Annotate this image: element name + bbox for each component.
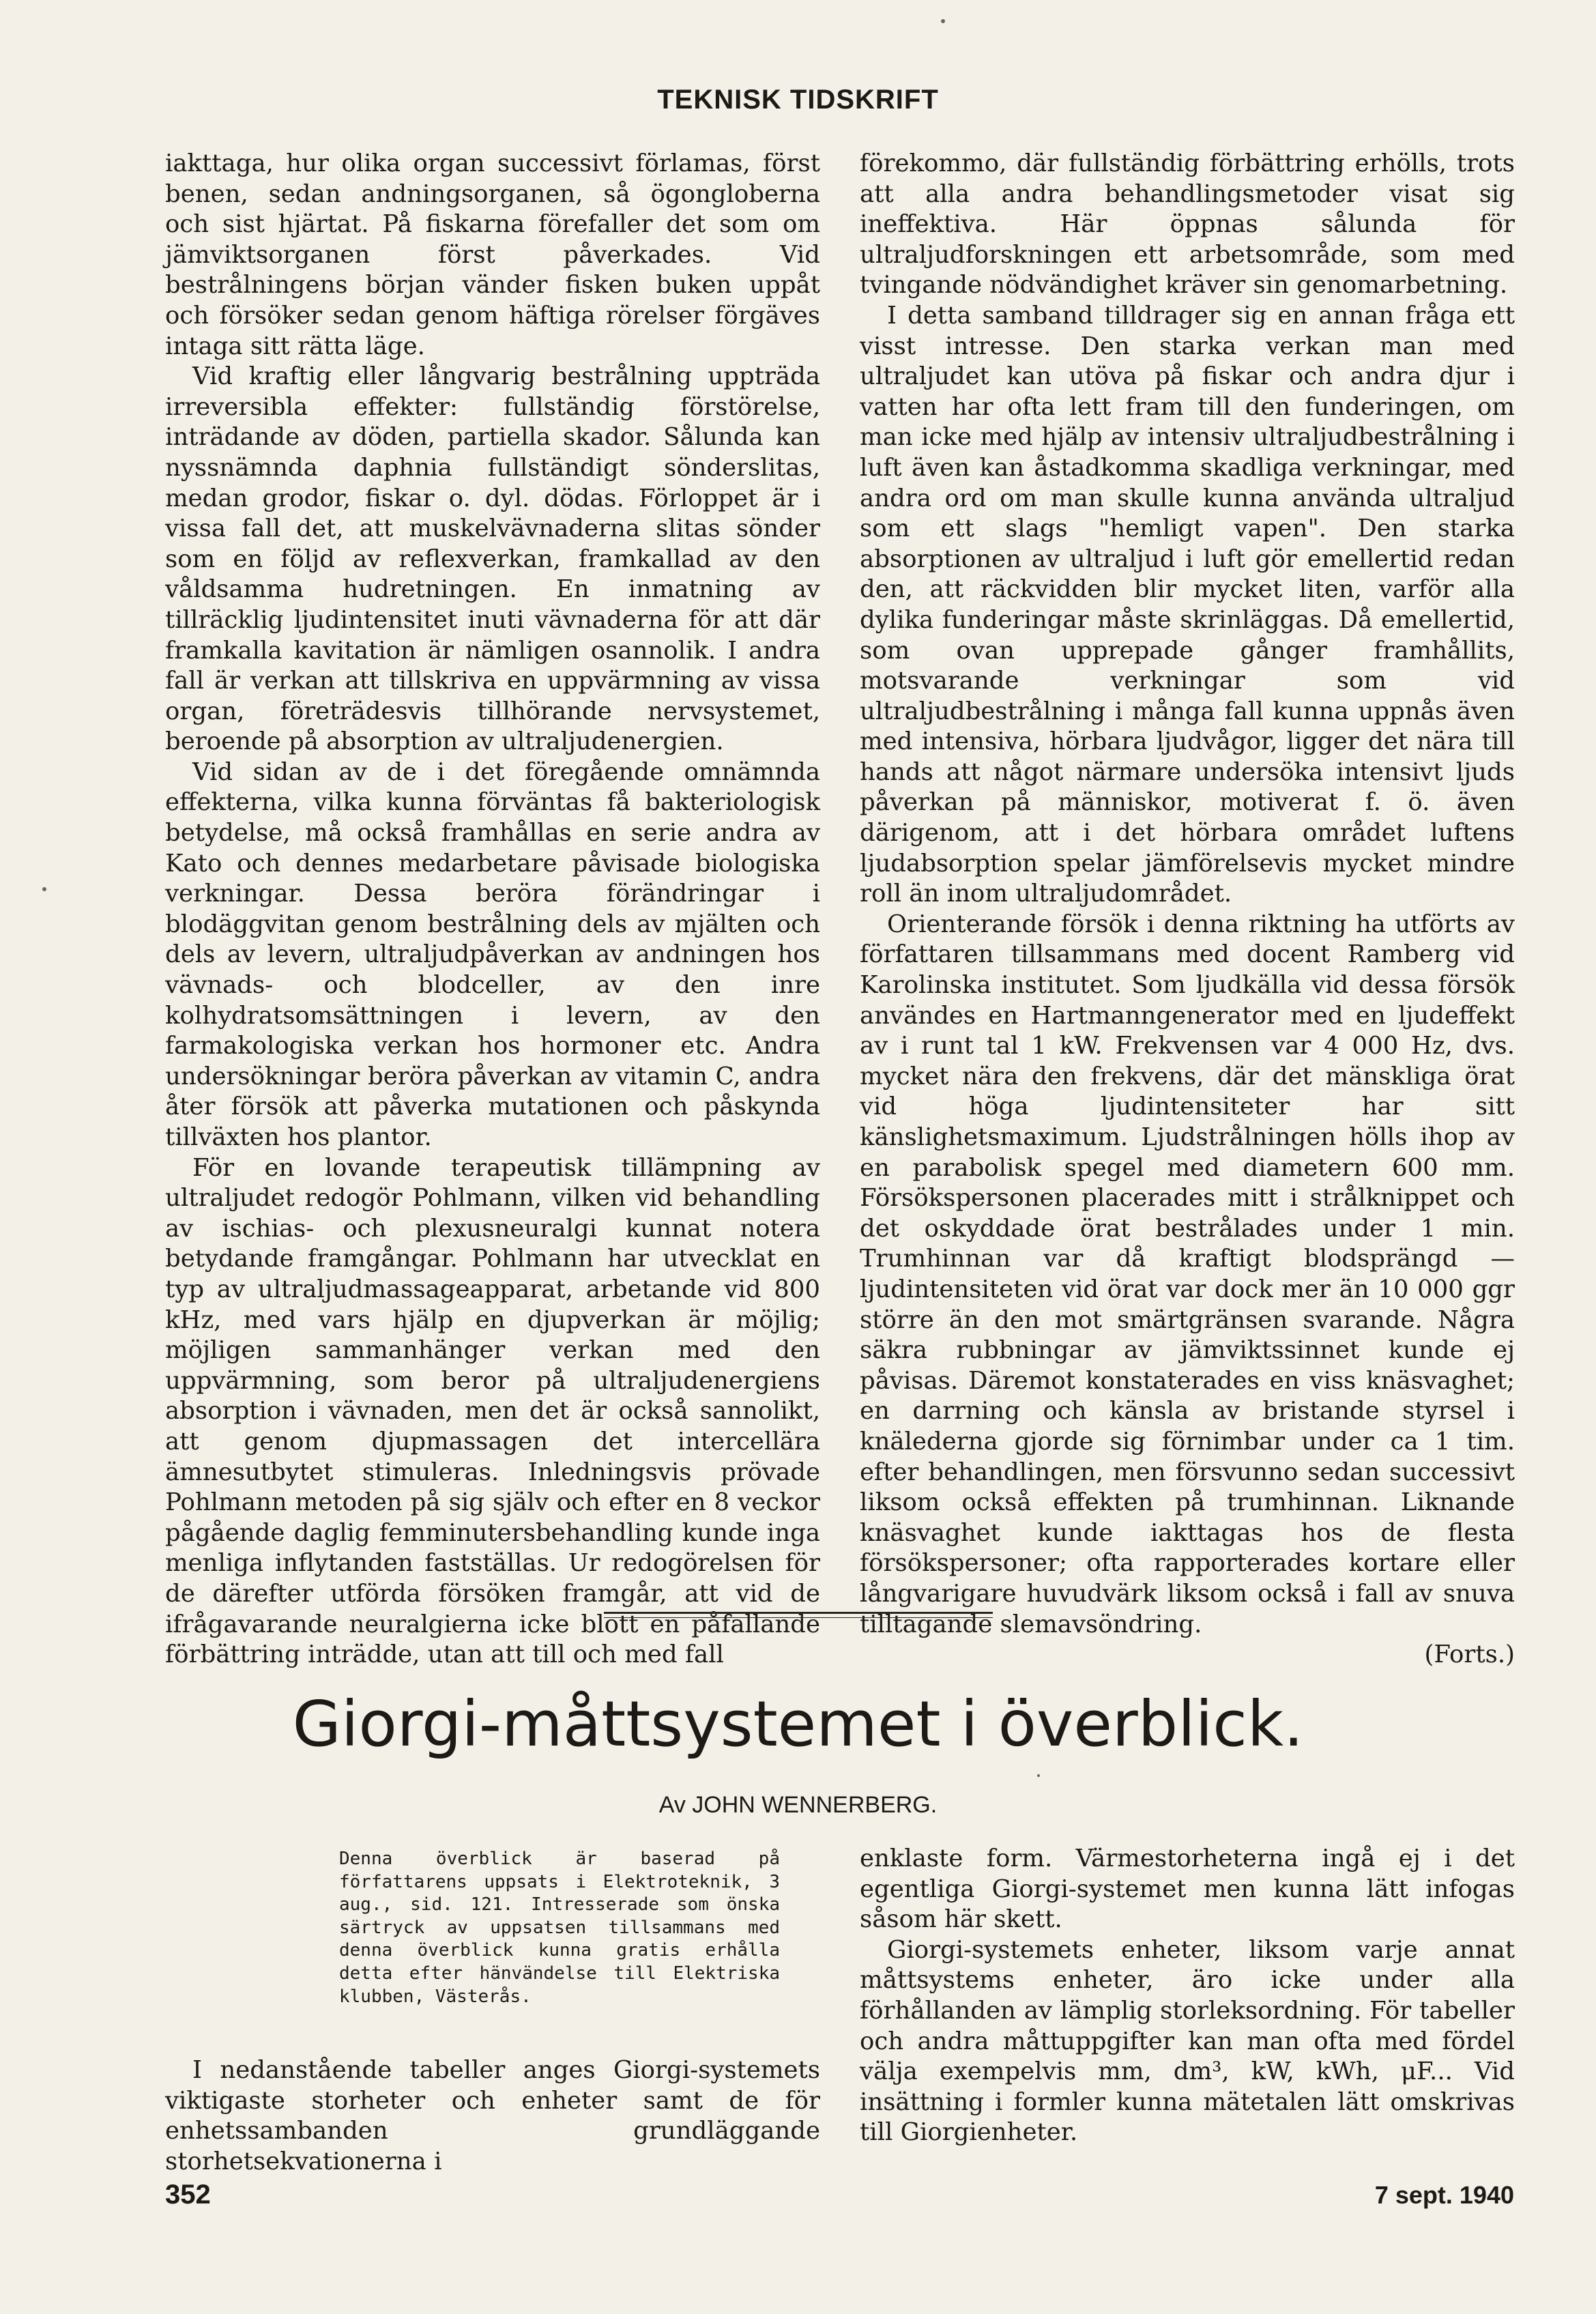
abstract-text: Denna överblick är baserad på författarens uppsats i Elektroteknik, 3 aug., sid. 121. Intresserade som önska särtryck av uppsatsen tillsammans med denna överblick kunna gratis erhålla detta efter hänvändelse till Elektriska klubben, Västerås. (339, 1849, 780, 2007)
article1-right-paragraph: förekommo, där fullständig förbättring erhölls, trots att alla andra behandlingsmetoder visat sig ineffektiva. Här öppnas sålunda för ultraljudforskningen ett arbetsområde, som med tvingande nödvändighet kräver sin genomarbetning. (860, 149, 1515, 300)
article1-right-paragraph: I detta samband tilldrager sig en annan fråga ett visst intresse. Den starka verkan man med ultraljudet kan utöva på fiskar och andra djur i vatten har ofta lett fram till den funderingen, om man icke med hjälp av intensiv ultraljudbestrålning i luft även kan åstadkomma skadliga verkningar, med andra ord om man skulle kunna använda ultraljud som ett slags "hemligt vapen". Den starka absorptionen av ultraljud i luft gör emellertid redan den, att räckvidden blir mycket liten, varför alla dylika funderingar måste skrinläggas. Då emellertid, som ovan upprepade gånger framhållits, motsvarande verkningar som vid ultraljudbestrålning i många fall kunna uppnås även med intensiva, hörbara ljudvågor, ligger det nära till hands att något närmare undersöka intensivt ljuds påverkan på människor, motiverat f. ö. även därigenom, att i det hörbara området luftens ljudabsorption spelar jämförelsevis mycket mindre roll än inom ultraljudområdet. (860, 301, 1515, 908)
article2-right-paragraph: enklaste form. Värmestorheterna ingå ej i det egentliga Giorgi-systemet men kunna lätt infogas såsom här skett. (860, 1845, 1515, 1934)
paper-speck (42, 887, 46, 891)
article1-left-paragraph: För en lovande terapeutisk tillämpning av ultraljudet redogör Pohlmann, vilken vid behandling av ischias- och plexusneuralgi kunnat notera betydande framgångar. Pohlmann har utvecklat en typ av ultraljudmassageapparat, arbetande vid 800 kHz, med vars hjälp en djupverkan är möjlig; möjligen sammanhänger verkan med den uppvärmning, som beror på ultraljudenergiens absorption i vävnaden, men det är också sannolikt, att genom djupmassagen det intercellära ämnesutbytet stimuleras. Inledningsvis prövade Pohlmann metoden på sig själv och efter en 8 veckor pågående daglig femminutersbehandling kunde inga menliga inflytanden fastställas. Ur redogörelsen för de därefter utförda försöken framgår, att vid de ifrågavarande neuralgierna icke blott en påfallande förbättring inträdde, utan att till och med fall (165, 1153, 820, 1669)
article1-left-paragraph: Vid kraftig eller långvarig bestrålning uppträda irreversibla effekter: fullständig förstörelse, inträdande av döden, partiella skador. Sålunda kan nyssnämnda daphnia fullständigt sönderslitas, medan grodor, fiskar o. dyl. dödas. Förloppet är i vissa fall det, att muskelvävnaderna slitas sönder som en följd av reflexverkan, framkallad av den våldsamma hudretningen. En inmatning av tillräcklig ljudintensitet inuti vävnaderna för att där framkalla kavitation är nämligen osannolik. I andra fall är verkan att tillskriva en uppvärmning av vissa organ, företrädesvis tillhörande nervsystemet, beroende på absorption av ultraljudenergien. (165, 362, 820, 756)
article2-column-left (165, 2055, 820, 2177)
continued-note: (Forts.) (1424, 1640, 1515, 1669)
article2-byline: Av JOHN WENNERBERG. (658, 1792, 938, 1818)
section-divider-thin (604, 1617, 993, 1618)
article1-left-paragraph: Vid sidan av de i det föregående omnämnda effekterna, vilka kunna förväntas få bakteriologisk betydelse, må också framhållas en serie andra av Kato och dennes medarbetare påvisade biologiska verkningar. Dessa beröra förändringar i blodäggvitan genom bestrålning dels av mjälten och dels av levern, ultraljudpåverkan av andningen hos vävnads- och blodceller, av den inre kolhydratsomsättningen i levern, av den farmakologiska verkan hos hormoner etc. Andra undersökningar beröra påverkan av vitamin C, andra åter försök att påverka mutationen och påskynda tillväxten hos plantor. (165, 757, 820, 1151)
page-number: 352 (165, 2180, 211, 2210)
article2-left-paragraph: I nedanstående tabeller anges Giorgi-systemets viktigaste storheter och enheter samt de för enhetssambanden grundläggande storhetsekvationerna i (165, 2056, 820, 2175)
article1-right-paragraph: Orienterande försök i denna riktning ha utförts av författaren tillsammans med docent Ramberg vid Karolinska institutet. Som ljudkälla vid dessa försök användes en Hartmanngenerator med en ljudeffekt av i runt tal 1 kW. Frekvensen var 4 000 Hz, dvs. mycket nära den frekvens, där det mänskliga örat vid höga ljudintensiteter har sitt känslighetsmaximum. Ljudstrålningen hölls ihop av en parabolisk spegel med diametern 600 mm. Försökspersonen placerades mitt i strålknippet och det oskyddade örat bestrålades under 1 min. Trumhinnan var då kraftigt blodsprängd — ljudintensiteten vid örat var dock mer än 10 000 ggr större än den mot smärtgränsen svarande. Några säkra rubbningar av jämviktssinnet kunde ej påvisas. Däremot konstaterades en viss knäsvaghet; en darrning och känsla av bristande styrsel i knälederna gjorde sig förnimbar under ca 1 tim. efter behandlingen, men försvunno sedan successivt liksom också effekten på trumhinnan. Liknande knäsvaghet kunde iakttagas hos de flesta försökspersoner; ofta rapporterades kortare eller långvarigare huvudvärk liksom också i fall av snuva tilltagande slemavsöndring. (860, 910, 1515, 1638)
article1-left-paragraph: iakttaga, hur olika organ successivt förlamas, först benen, sedan andningsorganen, så ögongloberna och sist hjärtat. På fiskarna förefaller det som om jämviktsorganen först påverkades. Vid bestrålningens början vänder fisken buken uppåt och försöker sedan genom häftiga rörelser förgäves intaga sitt rätta läge. (165, 149, 820, 360)
section-divider (604, 1612, 993, 1614)
article2-column-right (860, 1844, 1515, 2148)
paper-speck (941, 19, 945, 23)
article2-title: Giorgi-måttsystemet i överblick. (292, 1688, 1304, 1761)
article2-abstract (339, 1848, 780, 2008)
article2-right-paragraph: Giorgi-systemets enheter, liksom varje annat måttsystems enheter, äro icke under alla förhållanden av lämplig storleksordning. För tabeller och andra måttuppgifter kan man ofta med fördel välja exempelvis mm, dm³, kW, kWh, μF... Vid insättning i formler kunna mätetalen lätt omskrivas till Giorgienheter. (860, 1935, 1515, 2147)
issue-date: 7 sept. 1940 (1374, 2181, 1514, 2209)
article1-column-right (860, 149, 1515, 1671)
paper-speck (1037, 1774, 1040, 1777)
article1-column-left (165, 149, 820, 1671)
journal-masthead: TEKNISK TIDSKRIFT (657, 85, 939, 115)
